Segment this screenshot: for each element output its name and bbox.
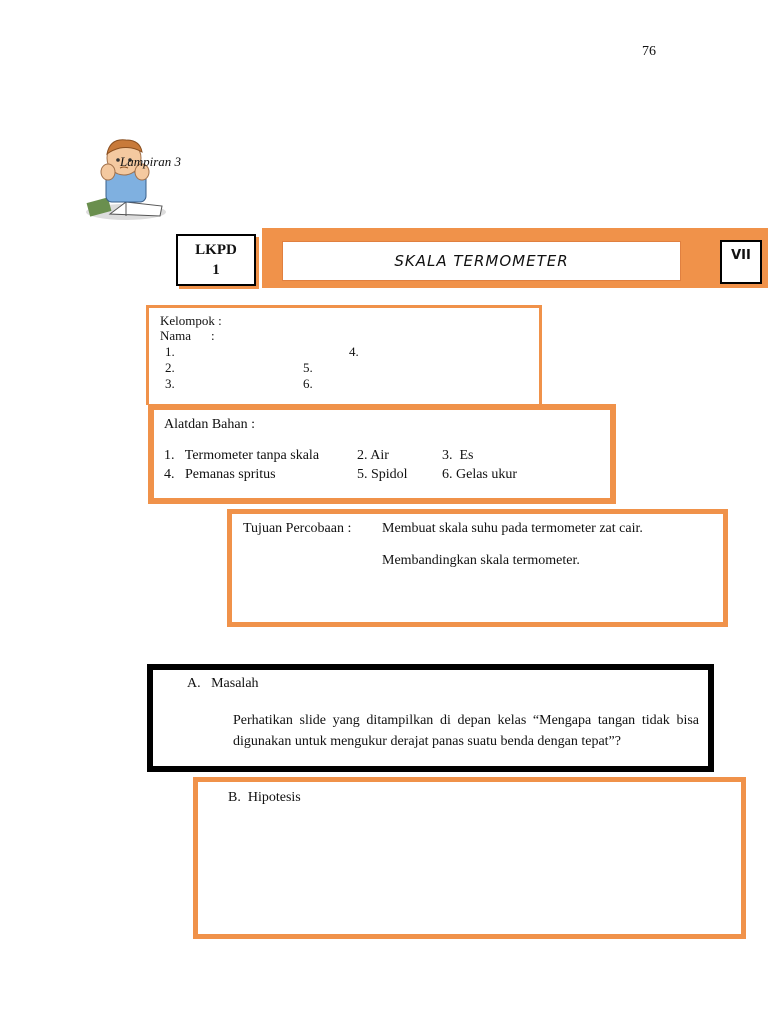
masalah-box: [147, 664, 714, 772]
worksheet-title: SKALA TERMOMETER: [282, 241, 681, 281]
member-slot-2[interactable]: 2.: [165, 360, 175, 375]
tujuan-line-2: Membandingkan skala termometer.: [382, 553, 580, 568]
alat-item-2: 2. Air: [357, 448, 389, 463]
lkpd-box: [176, 234, 256, 286]
alat-item-6: 6. Gelas ukur: [442, 467, 518, 482]
class-badge: VII: [720, 240, 762, 284]
tujuan-label: Tujuan Percobaan :: [243, 521, 352, 536]
alat-item-1: 1. Termometer tanpa skala: [164, 448, 320, 463]
masalah-text: Perhatikan slide yang ditampilkan di depan kelas “Mengapa tangan tidak bisa digunakan untuk mengukur derajat panas suatu benda dengan tepat”?: [233, 713, 699, 749]
hipotesis-box[interactable]: [193, 777, 746, 939]
member-slot-3[interactable]: 3.: [165, 376, 175, 391]
nama-label: Nama: [160, 328, 192, 343]
member-slot-6[interactable]: 6.: [303, 376, 313, 391]
alat-item-4: 4. Pemanas spritus: [164, 467, 276, 482]
alat-item-5: 5. Spidol: [357, 467, 408, 482]
member-slot-1[interactable]: 1.: [165, 344, 175, 359]
member-slot-4[interactable]: 4.: [349, 344, 359, 359]
title-box: [270, 234, 703, 284]
nama-colon: :: [211, 328, 215, 343]
kelompok-box: [146, 305, 542, 405]
alat-item-3: 3. Es: [442, 448, 474, 463]
lkpd-title: LKPD: [195, 242, 237, 258]
lampiran-label: Lampiran 3: [120, 154, 182, 169]
tujuan-box: [227, 509, 728, 627]
page-number: 76: [642, 44, 656, 59]
member-slot-5[interactable]: 5.: [303, 360, 313, 375]
alat-bahan-box: [148, 404, 616, 504]
masalah-heading: A. Masalah: [187, 676, 259, 691]
studying-boy-icon: [80, 132, 172, 224]
tujuan-line-1: Membuat skala suhu pada termometer zat cair.: [382, 521, 643, 536]
hipotesis-heading: B. Hipotesis: [228, 790, 301, 805]
kelompok-label: Kelompok :: [160, 313, 222, 328]
alat-heading: Alatdan Bahan :: [164, 417, 255, 432]
lkpd-number: 1: [212, 262, 220, 278]
